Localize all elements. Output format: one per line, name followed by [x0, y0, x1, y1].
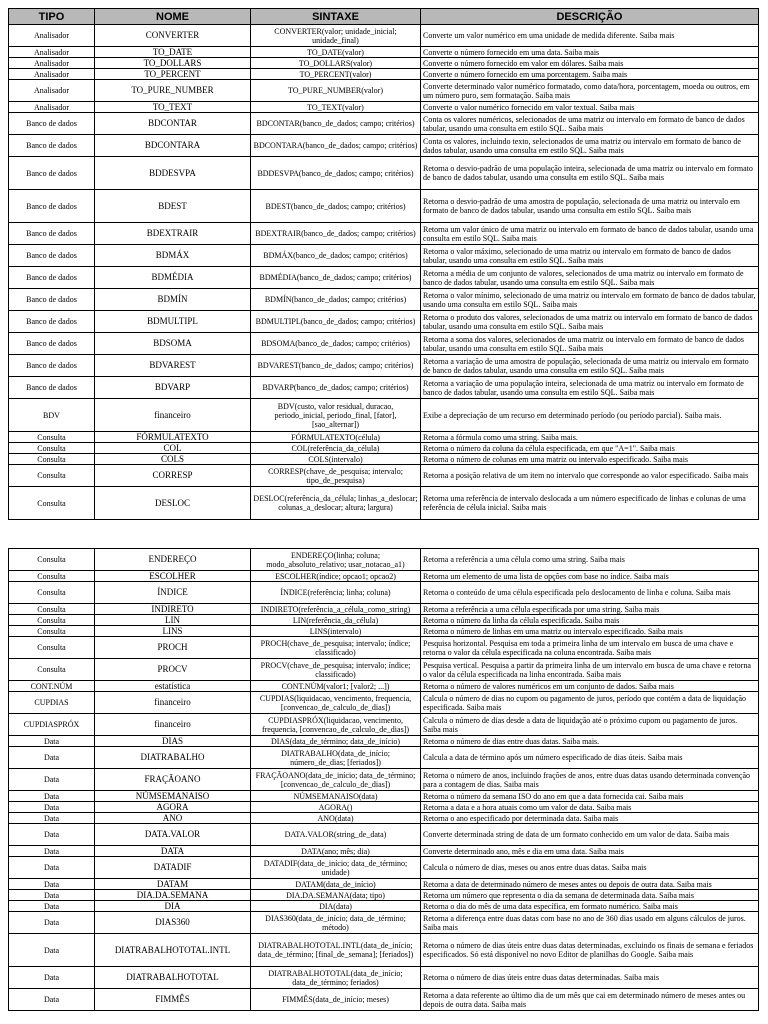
cell-sintaxe: TO_DOLLARS(valor): [251, 58, 421, 69]
cell-descricao: Retorna um valor único de uma matriz ou intervalo em formato de banco de dados tabular, usando uma consulta em estilo SQL. Saiba mais: [421, 223, 759, 245]
cell-nome: BDVAREST: [95, 355, 251, 377]
cell-sintaxe: FRAÇÃOANO(data_de_início; data_de_término; [convencao_de_calculo_de_dias]): [251, 769, 421, 791]
cell-descricao: Retorna o valor máximo, selecionado de uma matriz ou intervalo em formato de banco de dados tabular, usando uma consulta em estilo SQL. Saiba mais: [421, 245, 759, 267]
cell-descricao: Conta os valores, incluindo texto, selecionados de uma matriz ou intervalo em formato de banco de dados tabular, usando uma consulta em estilo SQL. Saiba mais: [421, 135, 759, 157]
cell-descricao: Retorna a data referente ao último dia de um mês que cai em determinado número de meses antes ou depois de outra data. Saiba mais: [421, 989, 759, 1011]
cell-descricao: Retorna o número de linhas em uma matriz ou intervalo especificado. Saiba mais: [421, 626, 759, 637]
table-row: [9, 989, 759, 1011]
cell-sintaxe: PROCV(chave_de_pesquisa; intervalo; índice; classificado): [251, 659, 421, 681]
cell-sintaxe: DESLOC(referência_da_célula; linhas_a_deslocar; colunas_a_deslocar; altura; largura): [251, 487, 421, 520]
cell-nome: PROCH: [95, 637, 251, 659]
table-row: [9, 890, 759, 901]
cell-nome: BDMÁX: [95, 245, 251, 267]
cell-descricao: Calcula o número de dias no cupom ou pagamento de juros, período que contém a data de liquidação especificada. Saiba mais: [421, 692, 759, 714]
table-row: [9, 443, 759, 454]
cell-descricao: Retorna o número da semana ISO do ano em que a data fornecida cai. Saiba mais: [421, 791, 759, 802]
cell-nome: TO_DOLLARS: [95, 58, 251, 69]
cell-tipo: Consulta: [9, 454, 95, 465]
cell-tipo: Data: [9, 967, 95, 989]
table-row: [9, 223, 759, 245]
cell-descricao: Converte o número fornecido em uma porcentagem. Saiba mais: [421, 69, 759, 80]
table-row: [9, 791, 759, 802]
cell-descricao: Pesquisa horizontal. Pesquisa em toda a primeira linha de um intervalo em busca de uma chave e retorna o valor da célula especificada na coluna encontrada. Saiba mais: [421, 637, 759, 659]
table-row: [9, 802, 759, 813]
cell-tipo: Data: [9, 890, 95, 901]
cell-sintaxe: CUPDIAS(liquidacao, vencimento, frequencia, [convencao_de_calculo_de_dias]): [251, 692, 421, 714]
cell-nome: financeiro: [95, 399, 251, 432]
cell-tipo: Consulta: [9, 443, 95, 454]
table-row: [9, 912, 759, 934]
cell-nome: FRAÇÃOANO: [95, 769, 251, 791]
cell-sintaxe: LINS(intervalo): [251, 626, 421, 637]
cell-nome: estatística: [95, 681, 251, 692]
table-row: [9, 157, 759, 190]
cell-sintaxe: TO_PURE_NUMBER(valor): [251, 80, 421, 102]
cell-nome: ESCOLHER: [95, 571, 251, 582]
cell-nome: BDMULTIPL: [95, 311, 251, 333]
cell-descricao: Retorna o número de dias entre duas datas. Saiba mais.: [421, 736, 759, 747]
cell-descricao: Calcula a data de término após um número especificado de dias úteis. Saiba mais: [421, 747, 759, 769]
cell-sintaxe: ESCOLHER(índice; opcao1; opcao2): [251, 571, 421, 582]
cell-nome: AGORA: [95, 802, 251, 813]
cell-tipo: CUPDIAS: [9, 692, 95, 714]
cell-nome: DATADIF: [95, 857, 251, 879]
header-row: [9, 9, 759, 25]
cell-descricao: Retorna o valor mínimo, selecionado de uma matriz ou intervalo em formato de banco de dados tabular, usando uma consulta em estilo SQL. Saiba mais: [421, 289, 759, 311]
cell-tipo: Banco de dados: [9, 311, 95, 333]
table-row: [9, 25, 759, 47]
table-row: [9, 267, 759, 289]
cell-descricao: Retorna a diferença entre duas datas com base no ano de 360 dias usado em alguns cálculos de juros. Saiba mais: [421, 912, 759, 934]
cell-nome: FÓRMULATEXTO: [95, 432, 251, 443]
table-row: [9, 549, 759, 571]
cell-descricao: Retorna a fórmula como uma string. Saiba mais.: [421, 432, 759, 443]
cell-tipo: Consulta: [9, 582, 95, 604]
cell-nome: ENDEREÇO: [95, 549, 251, 571]
cell-nome: DATA.VALOR: [95, 824, 251, 846]
table-row: [9, 846, 759, 857]
cell-sintaxe: FÓRMULATEXTO(célula): [251, 432, 421, 443]
cell-sintaxe: FIMMÊS(data_de_início; meses): [251, 989, 421, 1011]
header-tipo: TIPO: [9, 9, 95, 25]
cell-descricao: Retorna a data de determinado número de meses antes ou depois de outra data. Saiba mais: [421, 879, 759, 890]
table-row: [9, 736, 759, 747]
cell-nome: BDCONTAR: [95, 113, 251, 135]
table-row: [9, 571, 759, 582]
table-row: [9, 637, 759, 659]
cell-descricao: Retorna a referência a uma célula especificada por uma string. Saiba mais: [421, 604, 759, 615]
table-row: [9, 113, 759, 135]
cell-sintaxe: COL(referência_da_célula): [251, 443, 421, 454]
table-row: [9, 80, 759, 102]
cell-tipo: Data: [9, 736, 95, 747]
cell-descricao: Retorna um elemento de uma lista de opções com base no índice. Saiba mais: [421, 571, 759, 582]
table-row: [9, 879, 759, 890]
cell-descricao: Converte determinada string de data de um formato conhecido em um valor de data. Saiba mais: [421, 824, 759, 846]
cell-nome: TO_PERCENT: [95, 69, 251, 80]
cell-tipo: Data: [9, 857, 95, 879]
cell-sintaxe: BDV(custo, valor residual, duracao, periodo_inicial, periodo_final, [fator], [sao_alternar]): [251, 399, 421, 432]
cell-nome: DIAS360: [95, 912, 251, 934]
cell-sintaxe: DIATRABALHOTOTAL.INTL(data_de_início; data_de_término; [final_de_semana]; [feriados]): [251, 934, 421, 967]
table-row: [9, 692, 759, 714]
cell-descricao: Retorna o desvio-padrão de uma população inteira, selecionada de uma matriz ou intervalo em formato de banco de dados tabular, usando uma consulta em estilo SQL. Saiba mais: [421, 157, 759, 190]
cell-descricao: Converte determinado valor numérico formatado, como data/hora, porcentagem, moeda ou outros, em um número puro, sem formatação. Saiba mais: [421, 80, 759, 102]
cell-tipo: Data: [9, 901, 95, 912]
table-row: [9, 47, 759, 58]
cell-tipo: Banco de dados: [9, 267, 95, 289]
cell-sintaxe: CONT.NÚM(valor1; [valor2; ...]): [251, 681, 421, 692]
table-row: [9, 857, 759, 879]
cell-sintaxe: DATA(ano; mês; dia): [251, 846, 421, 857]
cell-nome: COLS: [95, 454, 251, 465]
cell-tipo: CONT.NÚM: [9, 681, 95, 692]
table-row: [9, 432, 759, 443]
cell-sintaxe: AGORA(): [251, 802, 421, 813]
cell-sintaxe: BDMULTIPL(banco_de_dados; campo; critérios): [251, 311, 421, 333]
cell-nome: ANO: [95, 813, 251, 824]
cell-tipo: BDV: [9, 399, 95, 432]
cell-sintaxe: CUPDIASPRÓX(liquidacao, vencimento, frequencia, [convencao_de_calculo_de_dias]): [251, 714, 421, 736]
cell-descricao: Converte determinado ano, mês e dia em uma data. Saiba mais: [421, 846, 759, 857]
cell-descricao: Retorna a variação de uma amostra de população, selecionada de uma matriz ou intervalo em formato de banco de dados tabular, usando uma consulta em estilo SQL. Saiba mais: [421, 355, 759, 377]
table-row: [9, 454, 759, 465]
table-row: [9, 58, 759, 69]
table-row: [9, 399, 759, 432]
header-nome: NOME: [95, 9, 251, 25]
cell-tipo: Consulta: [9, 637, 95, 659]
cell-descricao: Conta os valores numéricos, selecionados de uma matriz ou intervalo em formato de banco de dados tabular, usando uma consulta em estilo SQL. Saiba mais: [421, 113, 759, 135]
cell-tipo: Consulta: [9, 604, 95, 615]
cell-tipo: Banco de dados: [9, 245, 95, 267]
cell-descricao: Converte o número fornecido em uma data. Saiba mais: [421, 47, 759, 58]
cell-nome: DIATRABALHO: [95, 747, 251, 769]
table-row: [9, 681, 759, 692]
cell-tipo: Analisador: [9, 102, 95, 113]
cell-sintaxe: BDMÉDIA(banco_de_dados; campo; critérios): [251, 267, 421, 289]
cell-sintaxe: BDDESVPA(banco_de_dados; campo; critérios): [251, 157, 421, 190]
cell-nome: TO_TEXT: [95, 102, 251, 113]
cell-tipo: Analisador: [9, 58, 95, 69]
cell-nome: financeiro: [95, 714, 251, 736]
cell-sintaxe: CORRESP(chave_de_pesquisa; intervalo; tipo_de_pesquisa): [251, 465, 421, 487]
cell-nome: FIMMÊS: [95, 989, 251, 1011]
cell-tipo: Banco de dados: [9, 355, 95, 377]
cell-sintaxe: ANO(data): [251, 813, 421, 824]
table-row: [9, 245, 759, 267]
cell-tipo: Data: [9, 813, 95, 824]
cell-tipo: Data: [9, 934, 95, 967]
cell-tipo: Data: [9, 879, 95, 890]
cell-tipo: Banco de dados: [9, 157, 95, 190]
cell-sintaxe: BDMÍN(banco_de_dados; campo; critérios): [251, 289, 421, 311]
cell-tipo: Consulta: [9, 465, 95, 487]
cell-tipo: Analisador: [9, 25, 95, 47]
cell-sintaxe: DATADIF(data_de_início; data_de_término; unidade): [251, 857, 421, 879]
cell-nome: DIAS: [95, 736, 251, 747]
table-row: [9, 355, 759, 377]
cell-sintaxe: BDEXTRAIR(banco_de_dados; campo; critérios): [251, 223, 421, 245]
cell-descricao: Retorna a soma dos valores, selecionados de uma matriz ou intervalo em formato de banco de dados tabular, usando uma consulta em estilo SQL. Saiba mais: [421, 333, 759, 355]
table-row: [9, 659, 759, 681]
table-row: [9, 747, 759, 769]
cell-nome: DIA.DA.SEMANA: [95, 890, 251, 901]
table-row: [9, 901, 759, 912]
cell-descricao: Retorna a referência a uma célula como uma string. Saiba mais: [421, 549, 759, 571]
cell-descricao: Retorna a posição relativa de um item no intervalo que corresponde ao valor especificado. Saiba mais: [421, 465, 759, 487]
cell-sintaxe: TO_PERCENT(valor): [251, 69, 421, 80]
cell-nome: CORRESP: [95, 465, 251, 487]
cell-nome: DATAM: [95, 879, 251, 890]
functions-table-2: [8, 548, 759, 1011]
cell-sintaxe: BDSOMA(banco_de_dados; campo; critérios): [251, 333, 421, 355]
cell-tipo: Data: [9, 912, 95, 934]
cell-nome: DESLOC: [95, 487, 251, 520]
cell-tipo: Consulta: [9, 487, 95, 520]
table-row: [9, 289, 759, 311]
table-row: [9, 465, 759, 487]
cell-sintaxe: BDVARP(banco_de_dados; campo; critérios): [251, 377, 421, 399]
cell-nome: DIATRABALHOTOTAL: [95, 967, 251, 989]
table-row: [9, 377, 759, 399]
cell-descricao: Retorna o desvio-padrão de uma amostra de população, selecionada de uma matriz ou intervalo em formato de banco de dados tabular, usando uma consulta em estilo SQL. Saiba mais: [421, 190, 759, 223]
cell-sintaxe: BDCONTAR(banco_de_dados; campo; critérios): [251, 113, 421, 135]
table-row: [9, 626, 759, 637]
cell-tipo: Consulta: [9, 549, 95, 571]
cell-tipo: Banco de dados: [9, 289, 95, 311]
cell-descricao: Exibe a depreciação de um recurso em determinado período (ou período parcial). Saiba mais.: [421, 399, 759, 432]
functions-table-1: [8, 8, 759, 520]
cell-descricao: Retorna a média de um conjunto de valores, selecionados de uma matriz ou intervalo em formato de banco de dados tabular, usando uma consulta em estilo SQL. Saiba mais: [421, 267, 759, 289]
cell-tipo: Consulta: [9, 626, 95, 637]
cell-tipo: Consulta: [9, 615, 95, 626]
cell-descricao: Calcula o número de dias desde a data de liquidação até o próximo cupom ou pagamento de juros. Saiba mais: [421, 714, 759, 736]
cell-nome: financeiro: [95, 692, 251, 714]
cell-nome: TO_DATE: [95, 47, 251, 58]
cell-descricao: Retorna a variação de uma população inteira, selecionada de uma matriz ou intervalo em formato de banco de dados tabular, usando uma consulta em estilo SQL. Saiba mais: [421, 377, 759, 399]
table-row: [9, 714, 759, 736]
cell-nome: CONVERTER: [95, 25, 251, 47]
table-row: [9, 582, 759, 604]
table-row: [9, 604, 759, 615]
header-sintaxe: SINTAXE: [251, 9, 421, 25]
table-row: [9, 135, 759, 157]
cell-nome: ÍNDICE: [95, 582, 251, 604]
cell-sintaxe: LIN(referência_da_célula): [251, 615, 421, 626]
cell-sintaxe: DATAM(data_de_início): [251, 879, 421, 890]
cell-tipo: Data: [9, 791, 95, 802]
cell-descricao: Retorna o número da linha da célula especificada. Saiba mais: [421, 615, 759, 626]
cell-tipo: Analisador: [9, 80, 95, 102]
cell-nome: PROCV: [95, 659, 251, 681]
cell-tipo: CUPDIASPRÓX: [9, 714, 95, 736]
cell-nome: BDSOMA: [95, 333, 251, 355]
cell-sintaxe: DIAS360(data_de_início; data_de_término; método): [251, 912, 421, 934]
table-row: [9, 311, 759, 333]
cell-descricao: Retorna o conteúdo de uma célula especificada pelo deslocamento de linha e coluna. Saiba mais: [421, 582, 759, 604]
cell-nome: BDMÍN: [95, 289, 251, 311]
cell-tipo: Banco de dados: [9, 113, 95, 135]
cell-descricao: Converte um valor numérico em uma unidade de medida diferente. Saiba mais: [421, 25, 759, 47]
cell-sintaxe: TO_DATE(valor): [251, 47, 421, 58]
cell-tipo: Data: [9, 989, 95, 1011]
cell-tipo: Banco de dados: [9, 190, 95, 223]
cell-sintaxe: BDEST(banco_de_dados; campo; critérios): [251, 190, 421, 223]
cell-descricao: Retorna o número de colunas em uma matriz ou intervalo especificado. Saiba mais: [421, 454, 759, 465]
cell-tipo: Data: [9, 846, 95, 857]
cell-descricao: Retorna o número de anos, incluindo frações de anos, entre duas datas usando determinada convenção para a contagem de dias. Saiba mais: [421, 769, 759, 791]
table-row: [9, 190, 759, 223]
cell-descricao: Pesquisa vertical. Pesquisa a partir da primeira linha de um intervalo em busca de uma chave e retorna o valor da célula especificada na linha encontrada. Saiba mais: [421, 659, 759, 681]
cell-tipo: Data: [9, 747, 95, 769]
cell-nome: BDVARP: [95, 377, 251, 399]
cell-nome: DATA: [95, 846, 251, 857]
cell-nome: TO_PURE_NUMBER: [95, 80, 251, 102]
cell-nome: BDMÉDIA: [95, 267, 251, 289]
cell-sintaxe: COLS(intervalo): [251, 454, 421, 465]
cell-nome: DIATRABALHOTOTAL.INTL: [95, 934, 251, 967]
cell-tipo: Banco de dados: [9, 135, 95, 157]
cell-sintaxe: BDVAREST(banco_de_dados; campo; critérios): [251, 355, 421, 377]
cell-descricao: Retorna o número de dias úteis entre duas datas determinadas. Saiba mais: [421, 967, 759, 989]
cell-nome: BDEXTRAIR: [95, 223, 251, 245]
cell-descricao: Converte o valor numérico fornecido em valor textual. Saiba mais: [421, 102, 759, 113]
cell-nome: INDIRETO: [95, 604, 251, 615]
cell-tipo: Consulta: [9, 432, 95, 443]
table-row: [9, 487, 759, 520]
cell-tipo: Banco de dados: [9, 333, 95, 355]
cell-tipo: Consulta: [9, 659, 95, 681]
cell-tipo: Banco de dados: [9, 223, 95, 245]
cell-sintaxe: BDCONTARA(banco_de_dados; campo; critérios): [251, 135, 421, 157]
cell-sintaxe: PROCH(chave_de_pesquisa; intervalo; índice; classificado): [251, 637, 421, 659]
cell-sintaxe: DIA(data): [251, 901, 421, 912]
cell-descricao: Retorna um número que representa o dia da semana de determinada data. Saiba mais: [421, 890, 759, 901]
cell-descricao: Calcula o número de dias, meses ou anos entre duas datas. Saiba mais: [421, 857, 759, 879]
cell-sintaxe: DIATRABALHOTOTAL(data_de_início; data_de_término; feriados): [251, 967, 421, 989]
cell-tipo: Banco de dados: [9, 377, 95, 399]
cell-descricao: Converte o número fornecido em valor em dólares. Saiba mais: [421, 58, 759, 69]
cell-sintaxe: TO_TEXT(valor): [251, 102, 421, 113]
cell-tipo: Data: [9, 824, 95, 846]
cell-descricao: Retorna o número de valores numéricos em um conjunto de dados. Saiba mais: [421, 681, 759, 692]
cell-sintaxe: ÍNDICE(referência; linha; coluna): [251, 582, 421, 604]
cell-sintaxe: ENDEREÇO(linha; coluna; modo_absoluto_relativo; usar_notacao_a1): [251, 549, 421, 571]
cell-nome: COL: [95, 443, 251, 454]
table-row: [9, 967, 759, 989]
cell-descricao: Retorna uma referência de intervalo deslocada a um número especificado de linhas e colunas de uma referência de célula inicial. Saiba mais: [421, 487, 759, 520]
cell-nome: BDEST: [95, 190, 251, 223]
cell-tipo: Consulta: [9, 571, 95, 582]
cell-descricao: Retorna o dia do mês de uma data específica, em formato numérico. Saiba mais: [421, 901, 759, 912]
cell-tipo: Analisador: [9, 47, 95, 58]
table-row: [9, 615, 759, 626]
cell-sintaxe: BDMÁX(banco_de_dados; campo; critérios): [251, 245, 421, 267]
cell-sintaxe: DIAS(data_de_término; data_de_início): [251, 736, 421, 747]
cell-descricao: Retorna o ano especificado por determinada data. Saiba mais: [421, 813, 759, 824]
cell-tipo: Analisador: [9, 69, 95, 80]
cell-nome: NÚMSEMANAISO: [95, 791, 251, 802]
cell-sintaxe: DIA.DA.SEMANA(data; tipo): [251, 890, 421, 901]
cell-descricao: Retorna o número da coluna da célula especificada, em que "A=1". Saiba mais: [421, 443, 759, 454]
cell-nome: LIN: [95, 615, 251, 626]
cell-nome: BDCONTARA: [95, 135, 251, 157]
table-row: [9, 769, 759, 791]
cell-sintaxe: NÚMSEMANAISO(data): [251, 791, 421, 802]
cell-sintaxe: CONVERTER(valor; unidade_inicial; unidade_final): [251, 25, 421, 47]
header-descricao: DESCRIÇÃO: [421, 9, 759, 25]
cell-sintaxe: DIATRABALHO(data_de_início; número_de_dias; [feriados]): [251, 747, 421, 769]
cell-descricao: Retorna a data e a hora atuais como um valor de data. Saiba mais: [421, 802, 759, 813]
table-row: [9, 934, 759, 967]
cell-nome: DIA: [95, 901, 251, 912]
cell-descricao: Retorna o número de dias úteis entre duas datas determinadas, excluindo os finais de semana e feriados especificados. Só está disponível no novo Editor de planilhas do Google. Saiba mais: [421, 934, 759, 967]
cell-tipo: Data: [9, 769, 95, 791]
table-row: [9, 813, 759, 824]
table-row: [9, 102, 759, 113]
cell-nome: LINS: [95, 626, 251, 637]
table-row: [9, 824, 759, 846]
cell-sintaxe: INDIRETO(referência_a_célula_como_string): [251, 604, 421, 615]
cell-sintaxe: DATA.VALOR(string_de_data): [251, 824, 421, 846]
table-row: [9, 333, 759, 355]
table-row: [9, 69, 759, 80]
cell-tipo: Data: [9, 802, 95, 813]
cell-descricao: Retorna o produto dos valores, selecionados de uma matriz ou intervalo em formato de banco de dados tabular, usando uma consulta em estilo SQL. Saiba mais: [421, 311, 759, 333]
cell-nome: BDDESVPA: [95, 157, 251, 190]
